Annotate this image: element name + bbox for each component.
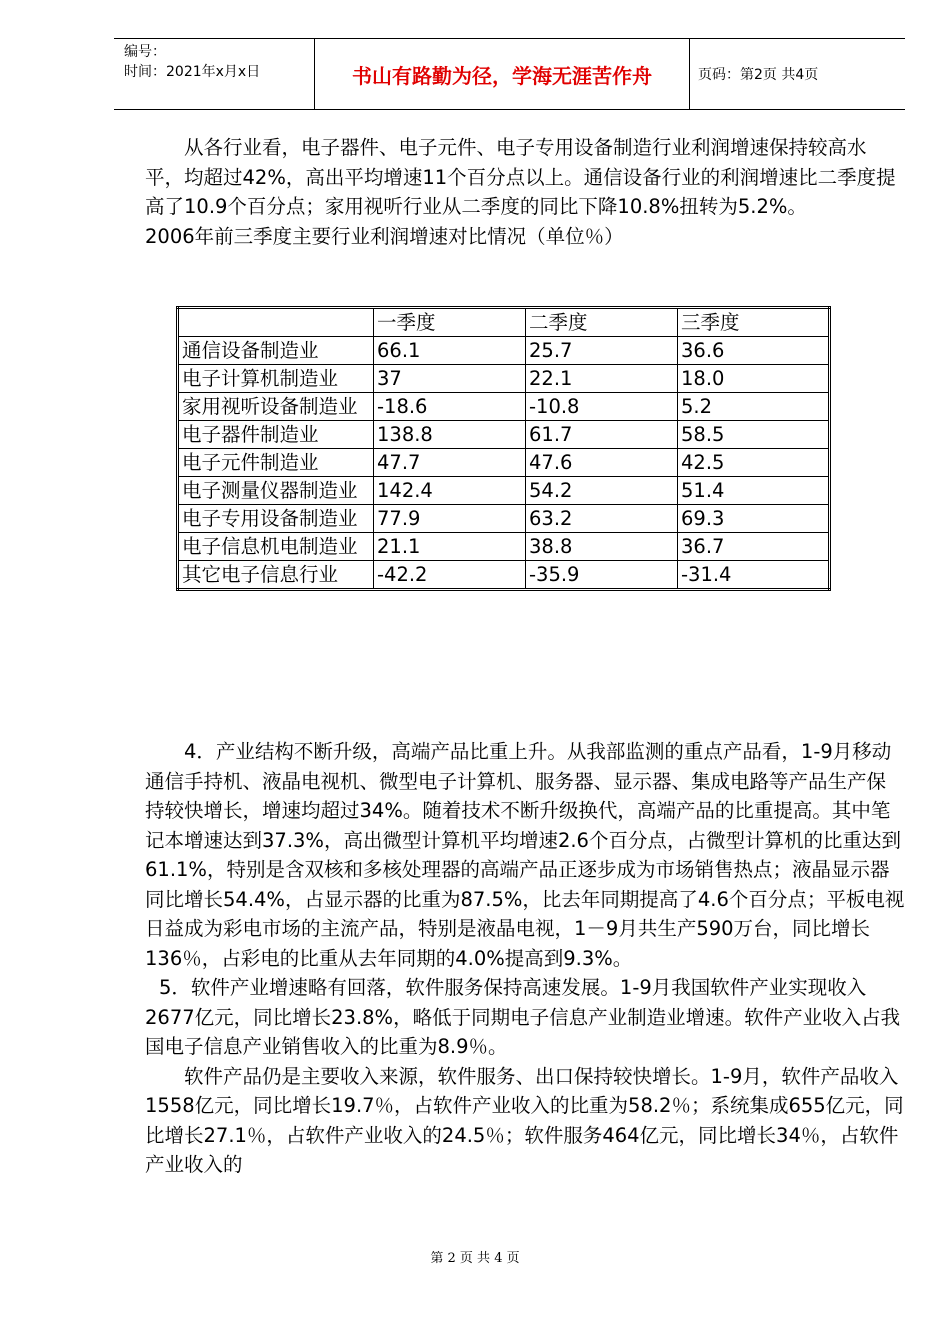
- table-row-label: 其它电子信息行业: [178, 561, 374, 590]
- table-row-label: 电子信息机电制造业: [178, 533, 374, 561]
- table-cell: 69.3: [678, 505, 830, 533]
- table-header-row: [178, 308, 830, 337]
- table-cell: 22.1: [526, 365, 678, 393]
- table-cell: -18.6: [374, 393, 526, 421]
- number-label: 编号：: [124, 44, 166, 60]
- header-meta: [114, 39, 315, 109]
- table-header-cell: 三季度: [678, 308, 830, 337]
- table-cell: 38.8: [526, 533, 678, 561]
- table-cell: 142.4: [374, 477, 526, 505]
- table-cell: 42.5: [678, 449, 830, 477]
- table-row-label: 电子专用设备制造业: [178, 505, 374, 533]
- table-row-label: 通信设备制造业: [178, 337, 374, 365]
- table-row: [178, 561, 830, 590]
- table-cell: 138.8: [374, 421, 526, 449]
- paragraph-section-4: [145, 737, 905, 1180]
- paragraph-1: 从各行业看，电子器件、电子元件、电子专用设备制造行业利润增速保持较高水平，均超过42%，高出平均增速11个百分点以上。通信设备行业的利润增速比二季度提高了10.9个百分点；家用视听行业从二季度的同比下降10.8%扭转为5.2%。: [145, 136, 896, 218]
- table-cell: 63.2: [526, 505, 678, 533]
- table-row: [178, 365, 830, 393]
- paragraph-2: 4．产业结构不断升级，高端产品比重上升。从我部监测的重点产品看，1-9月移动通信手持机、液晶电视机、微型电子计算机、服务器、显示器、集成电路等产品生产保持较快增长，增速均超过34%。随着技术不断升级换代，高端产品的比重提高。其中笔记本增速达到37.3%，高出微型计算机平均增速2.6个百分点，占微型计算机的比重达到61.1%，特别是含双核和多核处理器的高端产品正逐步成为市场销售热点；液晶显示器同比增长54.4%，占显示器的比重为87.5%，比去年同期提高了4.6个百分点；平板电视日益成为彩电市场的主流产品，特别是液晶电视，1－9月共生产590万台，同比增长136％，占彩电的比重从去年同期的4.0%提高到9.3%。: [145, 740, 905, 970]
- table-cell: 5.2: [678, 393, 830, 421]
- table-row: [178, 337, 830, 365]
- table-cell: 51.4: [678, 477, 830, 505]
- table-row-label: 电子测量仪器制造业: [178, 477, 374, 505]
- table-cell: 47.7: [374, 449, 526, 477]
- paragraph-3: 5．软件产业增速略有回落，软件服务保持高速发展。1-9月我国软件产业实现收入2677亿元，同比增长23.8%，略低于同期电子信息产业制造业增速。软件产业收入占我国电子信息产业销售收入的比重为8.9％。: [145, 976, 901, 1058]
- table-cell: 25.7: [526, 337, 678, 365]
- table-cell: 58.5: [678, 421, 830, 449]
- table-row-label: 电子元件制造业: [178, 449, 374, 477]
- table-cell: 61.7: [526, 421, 678, 449]
- table-header-cell: [178, 308, 374, 337]
- table-cell: -42.2: [374, 561, 526, 590]
- table-cell: 54.2: [526, 477, 678, 505]
- page-footer: 第 2 页 共 4 页: [430, 1251, 520, 1266]
- page-header: [114, 38, 905, 110]
- table-header-cell: 二季度: [526, 308, 678, 337]
- paragraph-industry: [145, 133, 905, 251]
- table-row-label: 家用视听设备制造业: [178, 393, 374, 421]
- table-row: [178, 477, 830, 505]
- table-row: [178, 421, 830, 449]
- table-cell: -31.4: [678, 561, 830, 590]
- table-row-label: 电子计算机制造业: [178, 365, 374, 393]
- table-row-label: 电子器件制造业: [178, 421, 374, 449]
- header-motto: 书山有路勤为径，学海无涯苦作舟: [315, 39, 690, 109]
- table-cell: 18.0: [678, 365, 830, 393]
- table-header-cell: 一季度: [374, 308, 526, 337]
- table-cell: 36.7: [678, 533, 830, 561]
- table-row: [178, 505, 830, 533]
- profit-growth-table: [176, 306, 831, 591]
- table-cell: 47.6: [526, 449, 678, 477]
- table-cell: 77.9: [374, 505, 526, 533]
- table-caption: 2006年前三季度主要行业利润增速对比情况（单位％）: [145, 224, 624, 248]
- time-label: 时间：2021年x月x日: [124, 64, 261, 80]
- table-cell: -35.9: [526, 561, 678, 590]
- table-cell: 37: [374, 365, 526, 393]
- table-cell: 21.1: [374, 533, 526, 561]
- table-cell: 66.1: [374, 337, 526, 365]
- table-row: [178, 533, 830, 561]
- table-cell: 36.6: [678, 337, 830, 365]
- header-page-label: 页码：第2页 共4页: [698, 67, 819, 83]
- table-row: [178, 449, 830, 477]
- paragraph-4: 软件产品仍是主要收入来源，软件服务、出口保持较快增长。1-9月，软件产品收入1558亿元，同比增长19.7％，占软件产业收入的比重为58.2％；系统集成655亿元，同比增长27.1％，占软件产业收入的24.5％；软件服务464亿元，同比增长34％，占软件产业收入的: [145, 1064, 904, 1176]
- table-row: [178, 393, 830, 421]
- table-cell: -10.8: [526, 393, 678, 421]
